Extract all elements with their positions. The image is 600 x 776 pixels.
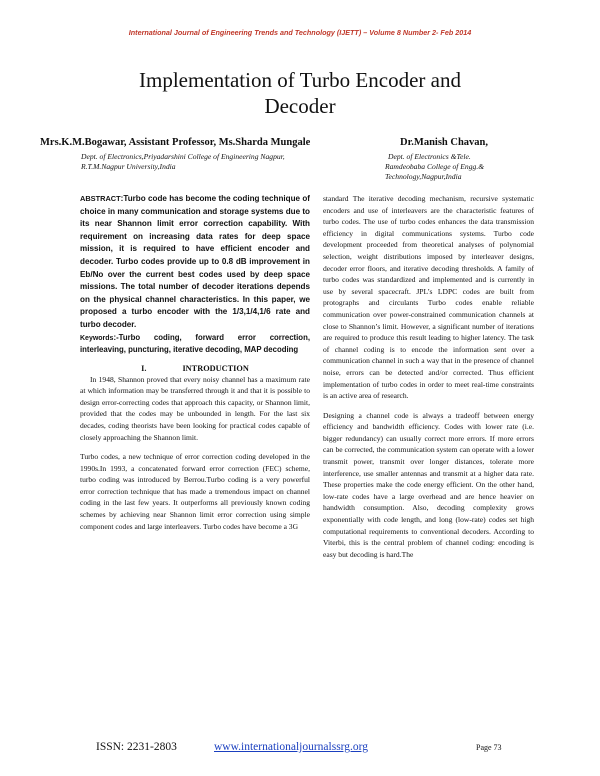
affiliation-right-line3: Technology,Nagpur,India — [385, 172, 462, 181]
issn: ISSN: 2231-2803 — [96, 741, 177, 753]
affiliation-left-line1: Dept. of Electronics,Priyadarshini College of Engineering Nagpur, — [81, 152, 285, 161]
right-column — [323, 193, 534, 560]
page-footer — [0, 741, 600, 761]
affiliation-right-line1: Dept. of Electronics &Tele. — [388, 152, 471, 161]
left-column — [80, 193, 310, 532]
section-heading-introduction — [80, 363, 310, 374]
right-paragraph-2: Designing a channel code is always a tradeoff between energy efficiency and bandwidth efficiency. Codes with lower rate (i.e. bigger redundancy) can usually correct more errors. If more errors can be corrected, the communication system can operate with a lower transmit power, transmit over longer distances, tolerate more interference, use smaller antennas and transmit at a higher data rate. These properties make the code energy efficient. On the other hand, low-rate codes have a large overhead and are hence heavier on handwidth consumption. Also, decoding complexity grows exponentially with code length, and long (low-rate) codes set high computational requirements to conventional decoders. According to Viterbi, this is the central problem of channel coding: encoding is easy but decoding is hard.The — [323, 410, 534, 559]
affiliation-left-line2: R.T.M.Nagpur University,India — [81, 162, 176, 171]
intro-paragraph-2: Turbo codes, a new technique of error correction coding developed in the 1990s.In 1993, a concatenated forward error correction (FEC) scheme, turbo coding was introduced by Berrou.Turbo coding is a very powerful error correction technique that has made a tremendous impact on channel coding in the last few years. It outperforms all previously known coding schemes by achieving near Shannon limit error correction using simple component codes and large interleavers. Turbo codes have become a 3G — [80, 452, 310, 531]
journal-header: International Journal of Engineering Trends and Technology (IJETT) – Volume 8 Number 2- Feb 2014 — [128, 28, 472, 37]
affiliation-right-line2: Ramdeobaba College of Engg.& — [385, 162, 485, 171]
page-number: Page 73 — [476, 743, 502, 752]
right-paragraph-1: standard The iterative decoding mechanism, recursive systematic encoders and use of interleavers are the characteristic features of turbo codes. The use of turbo codes enhances the data transmission efficiency in digital communications systems. Turbo code development proceeded from theoretical analyses of polynomial selection, weight distributions imposed by interleaver designs, decoder error floors, and iterative decoding thresholds. A family of turbo codes was standardized and implemented and is currently in use by several spacecraft. JPL’s LDPC codes are built from protographs and circulants Turbo codes enable reliable communication over power-constrained communication channels at close to Shannon’s limit. However, a significant number of iterations are required to produce this result leading to higher latency. The task of channel coding is to encode the information sent over a communication channel in such a way that in the presence of channel noise, errors can be detected and/or corrected. Thus efficient implementation of turbo codes in order to meet real-time constraints is an active area of research. — [323, 194, 534, 401]
author-list — [40, 137, 580, 148]
author-right: Dr.Manish Chavan, — [400, 137, 489, 148]
journal-url-link[interactable]: www.internationaljournalssrg.org — [214, 741, 369, 753]
authors-left: Mrs.K.M.Bogawar, Assistant Professor, Ms.Sharda Mungale — [40, 137, 311, 148]
paper-title — [60, 67, 540, 119]
affiliation-right — [385, 152, 555, 182]
abstract-text: :Turbo code has become the coding technique of choice in many communication and storage systems due to its near Shannon limit error correction capability. With requirement on increasing data rates for deep space mission, it is required to have efficient encoder and decoder. Turbo codes provide up to 0.8 dB improvement in Eb/No over the current best codes used by deep space missions. The total number of decoder iterations depends on the physical channel characteristics. In this paper, we proposed a turbo encoder with the 1/3,1/4,1/6 rate and turbo decoder. — [80, 194, 310, 329]
abstract — [80, 193, 310, 332]
section-title: INTRODUCTION — [182, 363, 249, 373]
keywords-text: :-Turbo coding, forward error correction, interleaving, puncturing, iterative decoding, MAP decoding — [80, 332, 310, 354]
intro-paragraph-1: In 1948, Shannon proved that every noisy channel has a maximum rate at which information may be transferred through it and that it is possible to design error-correcting codes that approach this capacity, or Shannon limit, provided that the codes may be unbounded in length. For the last six decades, coding theorists have been looking for practical codes capable of closely approaching the Shannon limit. — [80, 374, 310, 442]
abstract-label: ABSTRACT — [80, 194, 121, 203]
keywords — [80, 332, 310, 355]
title-line-1: Implementation of Turbo Encoder and — [139, 68, 461, 92]
title-line-2: Decoder — [264, 94, 336, 118]
keywords-label: Keywords — [80, 334, 114, 342]
affiliation-left — [81, 152, 381, 172]
section-number: I. — [141, 363, 147, 373]
